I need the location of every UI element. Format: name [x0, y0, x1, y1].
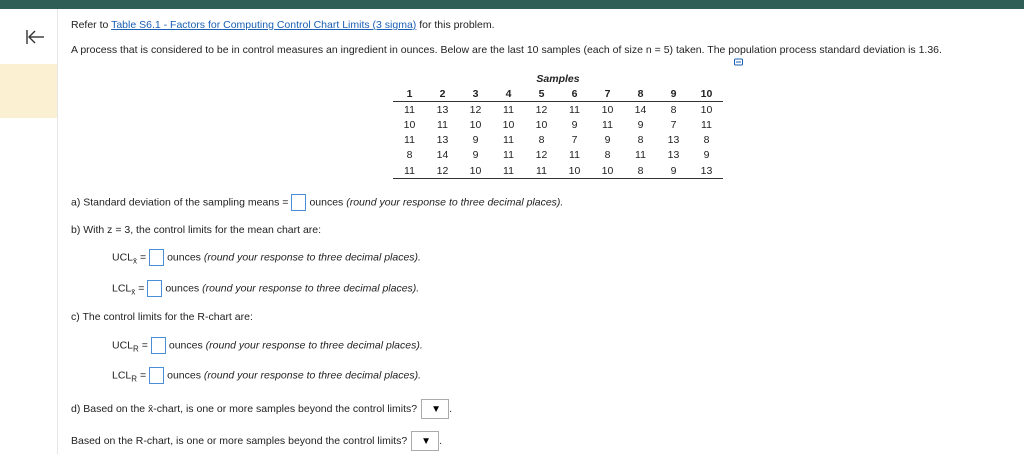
- table-cell: 9: [637, 118, 644, 131]
- table-cell: 9: [604, 134, 611, 147]
- lcl-r-row: [112, 367, 421, 384]
- table-cell: 11: [503, 134, 514, 147]
- collapse-back-icon[interactable]: [25, 27, 47, 47]
- table-cell: 10: [459, 163, 492, 179]
- hint-text: (round your response to three decimal places).: [346, 196, 564, 209]
- table-cell: 10: [558, 163, 591, 179]
- table-cell: 12: [535, 103, 548, 116]
- unit-label: ounces: [309, 196, 344, 209]
- table-cell: 9: [472, 134, 479, 147]
- equals-sign: =: [141, 339, 148, 352]
- table-cell: 8: [637, 134, 644, 147]
- unit-label: ounces: [167, 369, 201, 382]
- table-cell: 13: [667, 149, 680, 162]
- table-cell: 9: [571, 118, 578, 131]
- period: .: [439, 434, 443, 447]
- r-chart-dropdown[interactable]: [411, 431, 439, 451]
- equals-sign: =: [139, 251, 147, 264]
- table-cell: 8: [538, 134, 545, 147]
- unit-label: ounces: [165, 282, 200, 295]
- hint-text: (round your response to three decimal places).: [203, 251, 421, 264]
- table-cell: 7: [571, 134, 578, 147]
- column-header: 1: [393, 86, 426, 102]
- hint-text: (round your response to three decimal places).: [205, 339, 423, 352]
- samples-table: [393, 72, 723, 179]
- table-cell: 13: [436, 103, 449, 116]
- question-e: [71, 431, 442, 451]
- ucl-x-input[interactable]: [149, 249, 164, 266]
- table-cell: 12: [535, 149, 548, 162]
- table-cell: 11: [635, 149, 646, 162]
- table-cell: 11: [569, 103, 580, 116]
- table-cell: 8: [406, 149, 413, 162]
- column-header: 2: [426, 86, 459, 102]
- question-d-label: d) Based on the x̄-chart, is one or more samples beyond the control limits?: [71, 402, 418, 415]
- table-row: [393, 133, 723, 148]
- table-cell: 9: [472, 149, 479, 162]
- lcl-x-row: [112, 280, 419, 297]
- table-link[interactable]: Table S6.1 - Factors for Computing Control Chart Limits (3 sigma): [111, 19, 417, 31]
- table-cell: 10: [700, 103, 713, 116]
- intro-suffix: for this problem.: [419, 19, 495, 31]
- column-header: 6: [558, 86, 591, 102]
- hint-text: (round your response to three decimal places).: [202, 282, 420, 295]
- table-cell: 12: [426, 163, 459, 179]
- table-cell: 10: [502, 118, 515, 131]
- question-a: [71, 194, 563, 211]
- question-a-label: a) Standard deviation of the sampling means =: [71, 196, 289, 209]
- table-row: [393, 148, 723, 163]
- intro-prefix: Refer to: [71, 19, 109, 31]
- left-rail-highlight: [0, 64, 57, 118]
- hint-text: (round your response to three decimal places).: [203, 369, 422, 382]
- table-cell: 11: [569, 149, 580, 162]
- table-caption: Samples: [536, 73, 580, 85]
- table-cell: 9: [703, 149, 710, 162]
- ucl-x-label: UCL: [112, 251, 134, 264]
- xbar-dropdown[interactable]: [421, 399, 449, 419]
- table-cell: 14: [634, 103, 647, 116]
- unit-label: ounces: [167, 251, 201, 264]
- table-cell: 8: [624, 163, 657, 179]
- ucl-r-row: [112, 337, 423, 354]
- top-bar: [0, 0, 1024, 9]
- equals-sign: =: [138, 282, 145, 295]
- column-header: 10: [690, 86, 723, 102]
- r-subscript: R: [131, 374, 138, 384]
- table-cell: 8: [703, 134, 710, 147]
- table-cell: 11: [393, 163, 426, 179]
- table-cell: 11: [404, 134, 415, 147]
- table-cell: 10: [535, 118, 548, 131]
- print-icon[interactable]: [734, 58, 743, 66]
- table-cell: 11: [437, 118, 448, 131]
- table-cell: 7: [670, 118, 677, 131]
- ucl-x-row: [112, 249, 421, 266]
- column-header: 7: [591, 86, 624, 102]
- intro-line: [71, 19, 495, 31]
- question-c-intro: c) The control limits for the R-chart are:: [71, 311, 253, 323]
- table-cell: 11: [602, 118, 613, 131]
- table-cell: 12: [469, 103, 482, 116]
- table-cell: 10: [403, 118, 416, 131]
- table-cell: 10: [591, 163, 624, 179]
- table-cell: 11: [503, 149, 514, 162]
- column-header: 5: [525, 86, 558, 102]
- lcl-r-label: LCL: [112, 369, 132, 382]
- ucl-r-input[interactable]: [151, 337, 166, 354]
- equals-sign: =: [139, 369, 147, 382]
- x-subscript: x̄: [131, 287, 136, 297]
- question-d: [71, 399, 452, 419]
- table-cell: 11: [503, 103, 514, 116]
- lcl-x-input[interactable]: [147, 280, 162, 297]
- question-b-intro: b) With z = 3, the control limits for the mean chart are:: [71, 224, 322, 236]
- question-e-label: Based on the R-chart, is one or more samples beyond the control limits?: [71, 434, 408, 447]
- period: .: [449, 402, 453, 415]
- column-header: 8: [624, 86, 657, 102]
- table-cell: 13: [436, 134, 449, 147]
- table-row: [393, 163, 723, 179]
- chevron-down-icon: ▼: [421, 436, 432, 447]
- column-header: 3: [459, 86, 492, 102]
- table-row: [393, 117, 723, 132]
- column-header: 4: [492, 86, 525, 102]
- table-cell: 10: [469, 118, 482, 131]
- table-cell: 14: [436, 149, 449, 162]
- table-cell: 11: [525, 163, 558, 179]
- table-cell: 11: [404, 103, 415, 116]
- table-cell: 13: [667, 134, 680, 147]
- table-cell: 13: [690, 163, 723, 179]
- answer-a-input[interactable]: [291, 194, 306, 211]
- table-cell: 9: [657, 163, 690, 179]
- table-row: [393, 102, 723, 118]
- lcl-r-input[interactable]: [149, 367, 164, 384]
- lcl-x-label: LCL: [112, 282, 132, 295]
- r-subscript: R: [133, 344, 139, 354]
- column-header: 9: [657, 86, 690, 102]
- table-cell: 11: [492, 163, 525, 179]
- chevron-down-icon: ▼: [431, 404, 441, 415]
- table-cell: 8: [604, 149, 611, 162]
- unit-label: ounces: [168, 339, 203, 352]
- problem-statement: A process that is considered to be in control measures an ingredient in ounces. Below are the last 10 samples (each of size n = 5) taken. The population process standard deviation is 1.36.: [71, 44, 942, 56]
- table-cell: 10: [601, 103, 614, 116]
- ucl-r-label: UCL: [112, 339, 134, 352]
- table-cell: 11: [701, 118, 712, 131]
- table-cell: 8: [670, 103, 677, 116]
- x-subscript: x̄: [133, 256, 138, 266]
